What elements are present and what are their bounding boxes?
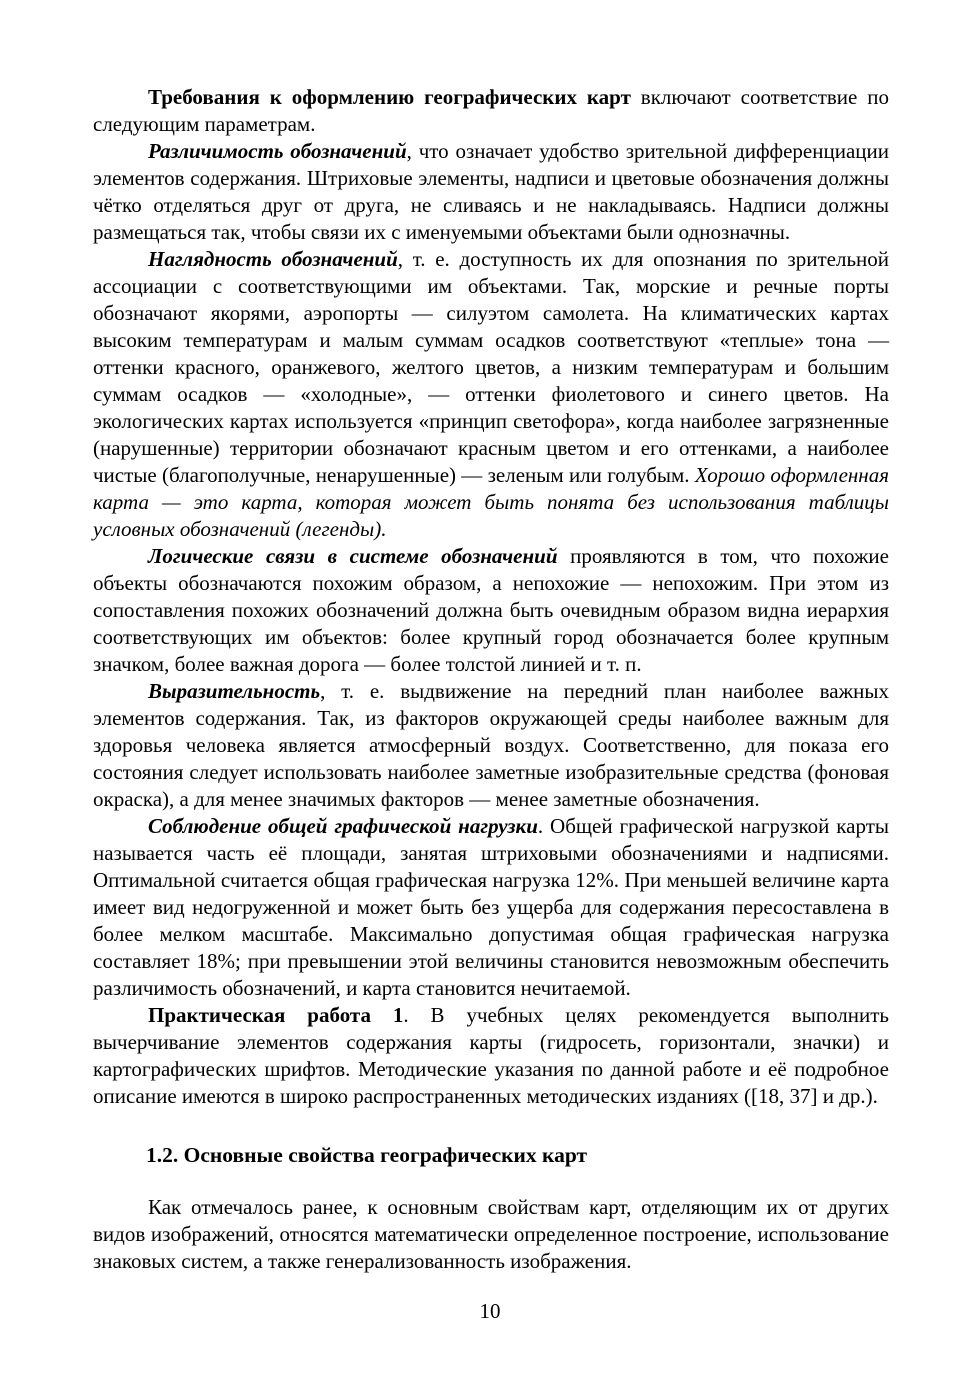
text-segment: Хорошо оформленная карта — это карта, которая может быть понята без использования таблицы условных обозначений (легенды). xyxy=(93,463,889,541)
paragraph xyxy=(93,1002,889,1110)
text-segment: Наглядность обозначений xyxy=(148,247,398,271)
text-segment: Выразительность xyxy=(148,679,321,703)
section-heading xyxy=(93,1142,889,1169)
text-segment: Требования к оформлению географических карт xyxy=(148,85,631,109)
paragraph xyxy=(93,813,889,1002)
text-segment: Как отмечалось ранее, к основным свойствам карт, отделяющим их от других видов изображений, относятся математически определенное построение, использование знаковых систем, а также генерализованность изображения. xyxy=(93,1195,889,1273)
text-segment: . Общей графической нагрузкой карты называется часть её площади, занятая штриховыми обозначениями и надписями. Оптимальной считается общая графическая нагрузка 12%. При меньшей величине карта имеет вид недогруженной и может быть без ущерба для содержания пересоставлена в более мелком масштабе. Максимально допустимая общая графическая нагрузка составляет 18%; при превышении этой величины становится невозможным обеспечить различимость обозначений, и карта становится нечитаемой. xyxy=(93,814,889,1000)
paragraph xyxy=(93,84,889,138)
text-segment: , т. е. доступность их для опознания по зрительной ассоциации с соответствующими им объектами. Так, морские и речные порты обозначают якорями, аэропорты — силуэтом самолета. На климатических картах высоким температурам и малым суммам осадков соответствуют «теплые» тона — оттенки красного, оранжевого, желтого цветов, а низким температурам и большим суммам осадков — «холодные», — оттенки фиолетового и синего цветов. На экологических картах используется «принцип светофора», когда наиболее загрязненные (нарушенные) территории обозначают красным цветом и его оттенками, а наиболее чистые (благополучные, ненарушенные) — зеленым или голубым. xyxy=(93,247,889,487)
text-segment: , что означает удобство зрительной дифференциации элементов содержания. Штриховые элементы, надписи и цветовые обозначения должны чётко отделяться друг от друга, не сливаясь и не накладываясь. Надписи должны размещаться так, чтобы связи их с именуемыми объектами были однозначны. xyxy=(93,139,889,244)
text-segment: Соблюдение общей графической нагрузки xyxy=(148,814,538,838)
text-segment: включают соответствие по следующим параметрам. xyxy=(93,85,889,136)
paragraph xyxy=(93,1194,889,1275)
text-segment: , т. е. выдвижение на передний план наиболее важных элементов содержания. Так, из факторов окружающей среды наиболее важным для здоровья человека является атмосферный воздух. Соответственно, для показа его состояния следует использовать наиболее заметные изобразительные средства (фоновая окраска), а для менее значимых факторов — менее заметные обозначения. xyxy=(93,679,889,811)
text-segment: Практическая работа 1 xyxy=(148,1003,404,1027)
text-segment: 1.2. Основные свойства географических карт xyxy=(146,1143,588,1167)
paragraph xyxy=(93,678,889,813)
text-segment: . В учебных целях рекомендуется выполнить вычерчивание элементов содержания карты (гидросеть, горизонтали, значки) и картографических шрифтов. Методические указания по данной работе и её подробное описание имеются в широко распространенных методических изданиях ([18, 37] и др.). xyxy=(93,1003,889,1108)
page-number: 10 xyxy=(479,1299,501,1323)
paragraph xyxy=(93,246,889,543)
paragraph xyxy=(93,543,889,678)
paragraph xyxy=(93,138,889,246)
text-segment: проявляются в том, что похожие объекты обозначаются похожим образом, а непохожие — непохожим. При этом из сопоставления похожих обозначений должна быть очевидным образом видна иерархия соответствующих им объектов: более крупный город обозначается более крупным значком, более важная дорога — более толстой линией и т. п. xyxy=(93,544,889,676)
text-segment: Логические связи в системе обозначений xyxy=(148,544,558,568)
text-segment: Различимость обозначений xyxy=(148,139,407,163)
document-body xyxy=(93,84,889,1275)
